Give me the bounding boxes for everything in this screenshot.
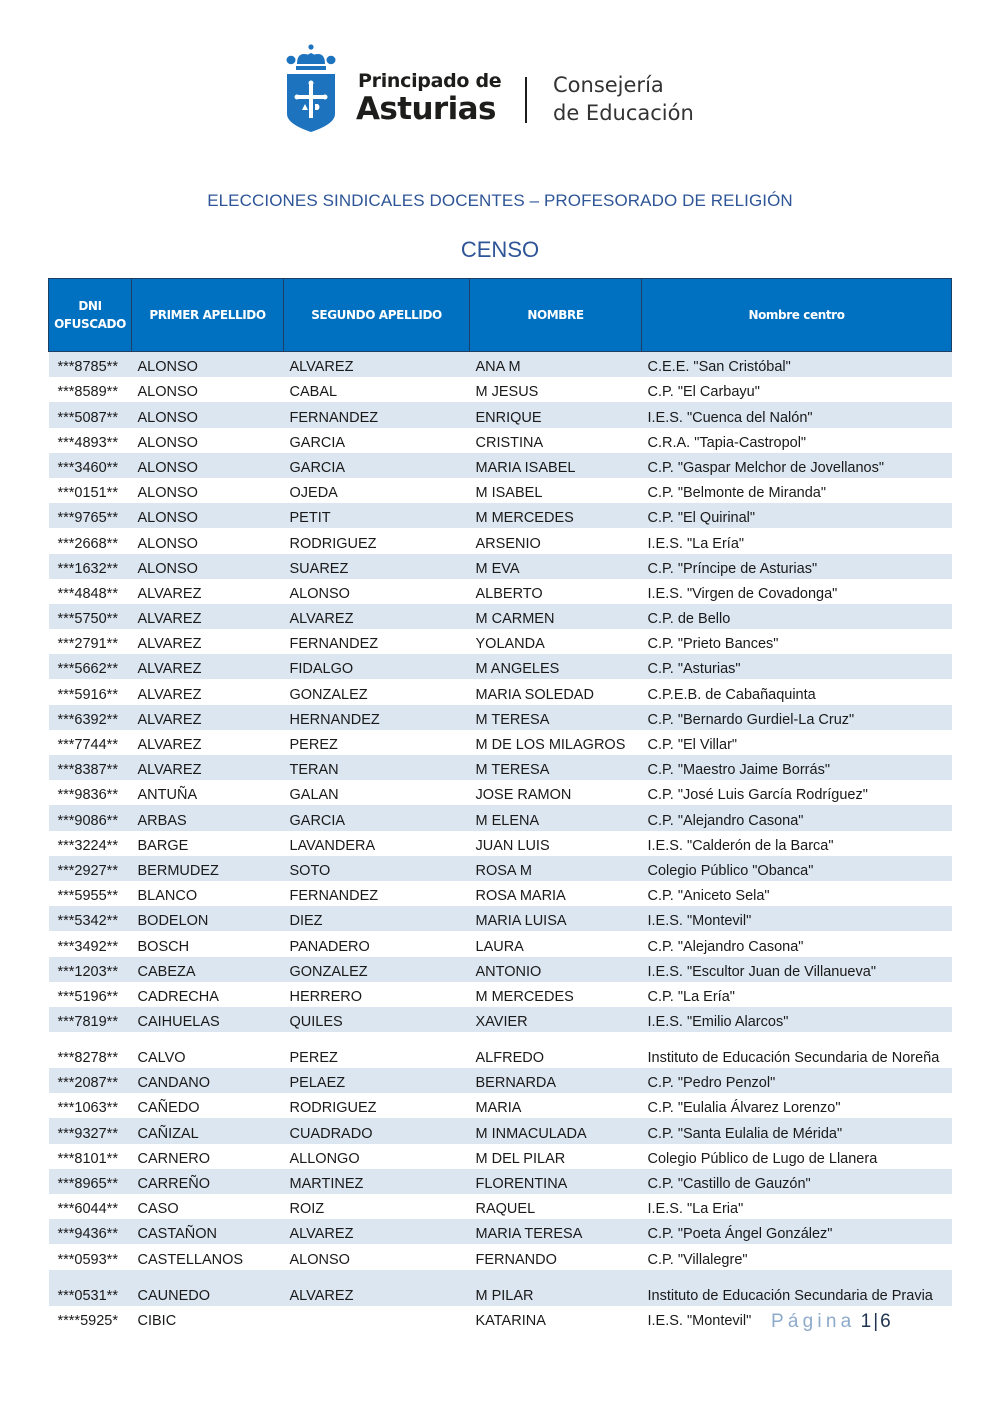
cell-segundo-apellido: ALONSO <box>284 579 470 604</box>
cell-dni: ***9086** <box>49 805 132 830</box>
cell-segundo-apellido: FERNANDEZ <box>284 881 470 906</box>
cell-primer-apellido: ALONSO <box>132 377 284 402</box>
cell-dni: ***5916** <box>49 679 132 704</box>
cell-nombre-centro: C.P. "Prieto Bances" <box>642 629 952 654</box>
table-row <box>49 654 952 679</box>
total-pages: 6 <box>880 1311 891 1332</box>
cell-nombre: M PILAR <box>470 1270 642 1306</box>
cell-segundo-apellido: GONZALEZ <box>284 679 470 704</box>
cell-primer-apellido: ALVAREZ <box>132 629 284 654</box>
cell-nombre-centro: C.P. de Bello <box>642 604 952 629</box>
cell-nombre: M DEL PILAR <box>470 1144 642 1169</box>
table-body <box>49 352 952 1331</box>
cell-nombre-centro: I.E.S. "Emilio Alarcos" <box>642 1007 952 1032</box>
cell-segundo-apellido: HERRERO <box>284 982 470 1007</box>
cell-dni: ***7744** <box>49 730 132 755</box>
cell-primer-apellido: ALVAREZ <box>132 755 284 780</box>
table-row <box>49 957 952 982</box>
cell-primer-apellido: ANTUÑA <box>132 780 284 805</box>
cell-nombre-centro: Instituto de Educación Secundaria de Pravia <box>642 1270 952 1306</box>
cell-dni: ***0151** <box>49 478 132 503</box>
cell-segundo-apellido: GONZALEZ <box>284 957 470 982</box>
cell-nombre: KATARINA <box>470 1306 642 1331</box>
cell-dni: ***8965** <box>49 1169 132 1194</box>
cell-dni: ***3224** <box>49 831 132 856</box>
cell-segundo-apellido: DIEZ <box>284 906 470 931</box>
cell-primer-apellido: ALONSO <box>132 554 284 579</box>
cell-dni: ***5955** <box>49 881 132 906</box>
cell-primer-apellido: CAUNEDO <box>132 1270 284 1306</box>
cell-nombre-centro: C.R.A. "Tapia-Castropol" <box>642 428 952 453</box>
logo-divider <box>525 77 527 123</box>
cell-primer-apellido: CASTAÑON <box>132 1219 284 1244</box>
cell-nombre: M INMACULADA <box>470 1118 642 1143</box>
table-row <box>49 1244 952 1269</box>
cell-nombre-centro: C.P. "Poeta Ángel González" <box>642 1219 952 1244</box>
column-header-nombre-centro: Nombre centro <box>642 279 952 352</box>
cell-nombre: M MERCEDES <box>470 982 642 1007</box>
cell-nombre: M ISABEL <box>470 478 642 503</box>
cell-nombre: ALBERTO <box>470 579 642 604</box>
cell-nombre: FLORENTINA <box>470 1169 642 1194</box>
cell-nombre-centro: C.P. "Gaspar Melchor de Jovellanos" <box>642 453 952 478</box>
cell-nombre: ANTONIO <box>470 957 642 982</box>
cell-segundo-apellido: ROIZ <box>284 1194 470 1219</box>
cell-dni: ***3492** <box>49 931 132 956</box>
page-separator: | <box>873 1311 879 1332</box>
cell-nombre-centro: C.P. "Príncipe de Asturias" <box>642 554 952 579</box>
cell-dni: ***1203** <box>49 957 132 982</box>
table-row <box>49 805 952 830</box>
cell-nombre: MARIA LUISA <box>470 906 642 931</box>
cell-nombre: M ANGELES <box>470 654 642 679</box>
cell-segundo-apellido: SUAREZ <box>284 554 470 579</box>
cell-nombre-centro: I.E.S. "Montevil" <box>642 906 952 931</box>
cell-segundo-apellido: PANADERO <box>284 931 470 956</box>
cell-nombre-centro: C.P. "Santa Eulalia de Mérida" <box>642 1118 952 1143</box>
cell-segundo-apellido: LAVANDERA <box>284 831 470 856</box>
cell-segundo-apellido: ALONSO <box>284 1244 470 1269</box>
table-row <box>49 503 952 528</box>
cell-primer-apellido: BOSCH <box>132 931 284 956</box>
cell-nombre-centro: C.P. "Castillo de Gauzón" <box>642 1169 952 1194</box>
cell-nombre-centro: C.P. "El Villar" <box>642 730 952 755</box>
cell-nombre: ANA M <box>470 352 642 378</box>
cell-dni: ***5662** <box>49 654 132 679</box>
cell-segundo-apellido: ALVAREZ <box>284 604 470 629</box>
cell-nombre: ROSA M <box>470 856 642 881</box>
table-row <box>49 1194 952 1219</box>
cell-nombre-centro: C.E.E. "San Cristóbal" <box>642 352 952 378</box>
cell-dni: ***5196** <box>49 982 132 1007</box>
cell-nombre-centro: I.E.S. "La Eria" <box>642 1194 952 1219</box>
table-row <box>49 478 952 503</box>
cell-primer-apellido: ALONSO <box>132 402 284 427</box>
cell-primer-apellido: CIBIC <box>132 1306 284 1331</box>
cell-dni: ***4893** <box>49 428 132 453</box>
cell-dni: ***5342** <box>49 906 132 931</box>
cell-segundo-apellido: PELAEZ <box>284 1068 470 1093</box>
cell-segundo-apellido: OJEDA <box>284 478 470 503</box>
cell-dni: ***8387** <box>49 755 132 780</box>
table-row <box>49 1007 952 1032</box>
cell-nombre-centro: Colegio Público de Lugo de Llanera <box>642 1144 952 1169</box>
table-row <box>49 705 952 730</box>
cell-dni: ***9765** <box>49 503 132 528</box>
cell-nombre: ENRIQUE <box>470 402 642 427</box>
cell-nombre-centro: I.E.S. "La Ería" <box>642 528 952 553</box>
cell-nombre-centro: C.P. "El Carbayu" <box>642 377 952 402</box>
cell-nombre-centro: C.P. "Alejandro Casona" <box>642 931 952 956</box>
cell-segundo-apellido: ALVAREZ <box>284 1270 470 1306</box>
cell-primer-apellido: BARGE <box>132 831 284 856</box>
cell-dni: ***3460** <box>49 453 132 478</box>
cell-primer-apellido: ALVAREZ <box>132 654 284 679</box>
table-row <box>49 428 952 453</box>
cell-nombre-centro: Colegio Público "Obanca" <box>642 856 952 881</box>
cell-dni: ***6392** <box>49 705 132 730</box>
cell-dni: ***7819** <box>49 1007 132 1032</box>
document-title: ELECCIONES SINDICALES DOCENTES – PROFESORADO DE RELIGIÓN <box>207 191 793 210</box>
document-subtitle: CENSO <box>460 237 540 262</box>
cell-nombre-centro: C.P. "El Quirinal" <box>642 503 952 528</box>
table-row <box>49 1068 952 1093</box>
column-header-dni: DNI OFUSCADO <box>49 279 132 352</box>
cell-dni: ***6044** <box>49 1194 132 1219</box>
page-footer <box>771 1311 891 1333</box>
cell-nombre: RAQUEL <box>470 1194 642 1219</box>
cell-segundo-apellido: PETIT <box>284 503 470 528</box>
cell-dni: ***4848** <box>49 579 132 604</box>
logo-text-educacion: de Educación <box>553 101 694 125</box>
cell-primer-apellido: ALVAREZ <box>132 679 284 704</box>
cell-nombre: M JESUS <box>470 377 642 402</box>
cell-nombre-centro: C.P. "Bernardo Gurdiel-La Cruz" <box>642 705 952 730</box>
table-row <box>49 604 952 629</box>
cell-nombre: MARIA <box>470 1093 642 1118</box>
cell-segundo-apellido: HERNANDEZ <box>284 705 470 730</box>
cell-segundo-apellido: FERNANDEZ <box>284 629 470 654</box>
column-header-primer-apellido: PRIMER APELLIDO <box>132 279 284 352</box>
cell-nombre-centro: C.P.E.B. de Cabañaquinta <box>642 679 952 704</box>
table-row <box>49 1270 952 1306</box>
cell-segundo-apellido: ALLONGO <box>284 1144 470 1169</box>
cell-segundo-apellido: CUADRADO <box>284 1118 470 1143</box>
cell-segundo-apellido: CABAL <box>284 377 470 402</box>
cell-primer-apellido: CAÑEDO <box>132 1093 284 1118</box>
column-header-segundo-apellido: SEGUNDO APELLIDO <box>284 279 470 352</box>
cell-nombre: MARIA TERESA <box>470 1219 642 1244</box>
cell-segundo-apellido: SOTO <box>284 856 470 881</box>
table-row <box>49 906 952 931</box>
cell-segundo-apellido: GALAN <box>284 780 470 805</box>
table-row <box>49 679 952 704</box>
table-row <box>49 730 952 755</box>
cell-primer-apellido: ALONSO <box>132 503 284 528</box>
table-row <box>49 931 952 956</box>
cell-primer-apellido: CADRECHA <box>132 982 284 1007</box>
table-row <box>49 554 952 579</box>
cell-dni: ***5087** <box>49 402 132 427</box>
cell-nombre: ARSENIO <box>470 528 642 553</box>
cell-segundo-apellido: PEREZ <box>284 1032 470 1068</box>
cell-primer-apellido: ALVAREZ <box>132 579 284 604</box>
cell-nombre: M ELENA <box>470 805 642 830</box>
logo-text-consejeria: Consejería <box>553 73 664 97</box>
cell-nombre-centro: I.E.S. "Calderón de la Barca" <box>642 831 952 856</box>
table-row <box>49 453 952 478</box>
page-label: Página <box>771 1311 856 1332</box>
cell-nombre-centro: I.E.S. "Montevil" <box>642 1306 952 1331</box>
table-row <box>49 1144 952 1169</box>
cell-primer-apellido: ALONSO <box>132 352 284 378</box>
table-row <box>49 377 952 402</box>
cell-segundo-apellido: MARTINEZ <box>284 1169 470 1194</box>
current-page: 1 <box>860 1311 872 1332</box>
cell-nombre: M TERESA <box>470 755 642 780</box>
asturias-shield-icon <box>286 44 336 134</box>
cell-nombre: M EVA <box>470 554 642 579</box>
cell-primer-apellido: CAÑIZAL <box>132 1118 284 1143</box>
table-row <box>49 831 952 856</box>
cell-primer-apellido: CABEZA <box>132 957 284 982</box>
cell-segundo-apellido: TERAN <box>284 755 470 780</box>
cell-segundo-apellido: RODRIGUEZ <box>284 1093 470 1118</box>
cell-segundo-apellido: FIDALGO <box>284 654 470 679</box>
table-row <box>49 1219 952 1244</box>
table-row <box>49 856 952 881</box>
cell-nombre-centro: C.P. "Alejandro Casona" <box>642 805 952 830</box>
cell-nombre: M DE LOS MILAGROS <box>470 730 642 755</box>
cell-dni: ***2927** <box>49 856 132 881</box>
cell-primer-apellido: BLANCO <box>132 881 284 906</box>
logo-text-asturias: Asturias <box>356 91 496 127</box>
cell-primer-apellido: ALONSO <box>132 528 284 553</box>
cell-dni: ***2791** <box>49 629 132 654</box>
cell-primer-apellido: ALONSO <box>132 478 284 503</box>
cell-nombre-centro: Instituto de Educación Secundaria de Noreña <box>642 1032 952 1068</box>
cell-nombre-centro: C.P. "La Ería" <box>642 982 952 1007</box>
cell-primer-apellido: ALVAREZ <box>132 730 284 755</box>
cell-nombre-centro: C.P. "Pedro Penzol" <box>642 1068 952 1093</box>
cell-dni: ***2668** <box>49 528 132 553</box>
table-row <box>49 352 952 378</box>
cell-dni: ***5750** <box>49 604 132 629</box>
cell-dni: ***8785** <box>49 352 132 378</box>
cell-nombre: ROSA MARIA <box>470 881 642 906</box>
cell-nombre-centro: C.P. "Villalegre" <box>642 1244 952 1269</box>
cell-dni: ***8278** <box>49 1032 132 1068</box>
table-row <box>49 780 952 805</box>
cell-segundo-apellido: ALVAREZ <box>284 352 470 378</box>
table-row <box>49 982 952 1007</box>
cell-nombre: MARIA SOLEDAD <box>470 679 642 704</box>
cell-nombre: ALFREDO <box>470 1032 642 1068</box>
cell-dni: ***0531** <box>49 1270 132 1306</box>
cell-primer-apellido: CASO <box>132 1194 284 1219</box>
cell-segundo-apellido: GARCIA <box>284 428 470 453</box>
cell-nombre-centro: I.E.S. "Cuenca del Nalón" <box>642 402 952 427</box>
cell-segundo-apellido: GARCIA <box>284 805 470 830</box>
cell-dni: ***0593** <box>49 1244 132 1269</box>
table-row <box>49 1093 952 1118</box>
cell-nombre-centro: C.P. "Maestro Jaime Borrás" <box>642 755 952 780</box>
cell-primer-apellido: CARREÑO <box>132 1169 284 1194</box>
cell-nombre: JUAN LUIS <box>470 831 642 856</box>
cell-dni: ***9836** <box>49 780 132 805</box>
table-row <box>49 1118 952 1143</box>
table-row <box>49 402 952 427</box>
cell-dni: ***8589** <box>49 377 132 402</box>
table-row <box>49 881 952 906</box>
cell-primer-apellido: ALVAREZ <box>132 705 284 730</box>
cell-dni: ***1632** <box>49 554 132 579</box>
table-row <box>49 1032 952 1068</box>
cell-primer-apellido: ALVAREZ <box>132 604 284 629</box>
cell-primer-apellido: CALVO <box>132 1032 284 1068</box>
cell-nombre: YOLANDA <box>470 629 642 654</box>
cell-dni: ****5925* <box>49 1306 132 1331</box>
cell-primer-apellido: BERMUDEZ <box>132 856 284 881</box>
cell-dni: ***1063** <box>49 1093 132 1118</box>
cell-primer-apellido: CARNERO <box>132 1144 284 1169</box>
logo-text-principado: Principado de <box>358 70 502 92</box>
cell-dni: ***8101** <box>49 1144 132 1169</box>
cell-primer-apellido: BODELON <box>132 906 284 931</box>
cell-segundo-apellido: RODRIGUEZ <box>284 528 470 553</box>
cell-segundo-apellido: GARCIA <box>284 453 470 478</box>
census-table <box>48 278 952 1331</box>
cell-primer-apellido: ARBAS <box>132 805 284 830</box>
cell-segundo-apellido: ALVAREZ <box>284 1219 470 1244</box>
cell-dni: ***9436** <box>49 1219 132 1244</box>
cell-nombre-centro: C.P. "José Luis García Rodríguez" <box>642 780 952 805</box>
cell-segundo-apellido: QUILES <box>284 1007 470 1032</box>
table-header-row <box>49 279 952 352</box>
table-row <box>49 755 952 780</box>
cell-nombre-centro: C.P. "Eulalia Álvarez Lorenzo" <box>642 1093 952 1118</box>
cell-nombre: FERNANDO <box>470 1244 642 1269</box>
cell-segundo-apellido: PEREZ <box>284 730 470 755</box>
table-row <box>49 579 952 604</box>
cell-nombre-centro: C.P. "Asturias" <box>642 654 952 679</box>
cell-nombre-centro: I.E.S. "Escultor Juan de Villanueva" <box>642 957 952 982</box>
table-row <box>49 629 952 654</box>
cell-primer-apellido: CAIHUELAS <box>132 1007 284 1032</box>
cell-nombre-centro: C.P. "Aniceto Sela" <box>642 881 952 906</box>
cell-nombre-centro: I.E.S. "Virgen de Covadonga" <box>642 579 952 604</box>
table-row <box>49 528 952 553</box>
cell-nombre: M MERCEDES <box>470 503 642 528</box>
cell-primer-apellido: ALONSO <box>132 453 284 478</box>
cell-nombre: CRISTINA <box>470 428 642 453</box>
cell-nombre: BERNARDA <box>470 1068 642 1093</box>
cell-primer-apellido: ALONSO <box>132 428 284 453</box>
cell-nombre: LAURA <box>470 931 642 956</box>
cell-primer-apellido: CASTELLANOS <box>132 1244 284 1269</box>
cell-dni: ***2087** <box>49 1068 132 1093</box>
cell-nombre: MARIA ISABEL <box>470 453 642 478</box>
table-row <box>49 1169 952 1194</box>
cell-primer-apellido: CANDANO <box>132 1068 284 1093</box>
cell-nombre-centro: C.P. "Belmonte de Miranda" <box>642 478 952 503</box>
cell-nombre: XAVIER <box>470 1007 642 1032</box>
cell-segundo-apellido: FERNANDEZ <box>284 402 470 427</box>
organization-logo <box>286 44 716 136</box>
cell-nombre: JOSE RAMON <box>470 780 642 805</box>
cell-segundo-apellido <box>284 1306 470 1331</box>
cell-dni: ***9327** <box>49 1118 132 1143</box>
cell-nombre: M TERESA <box>470 705 642 730</box>
column-header-nombre: NOMBRE <box>470 279 642 352</box>
cell-nombre: M CARMEN <box>470 604 642 629</box>
